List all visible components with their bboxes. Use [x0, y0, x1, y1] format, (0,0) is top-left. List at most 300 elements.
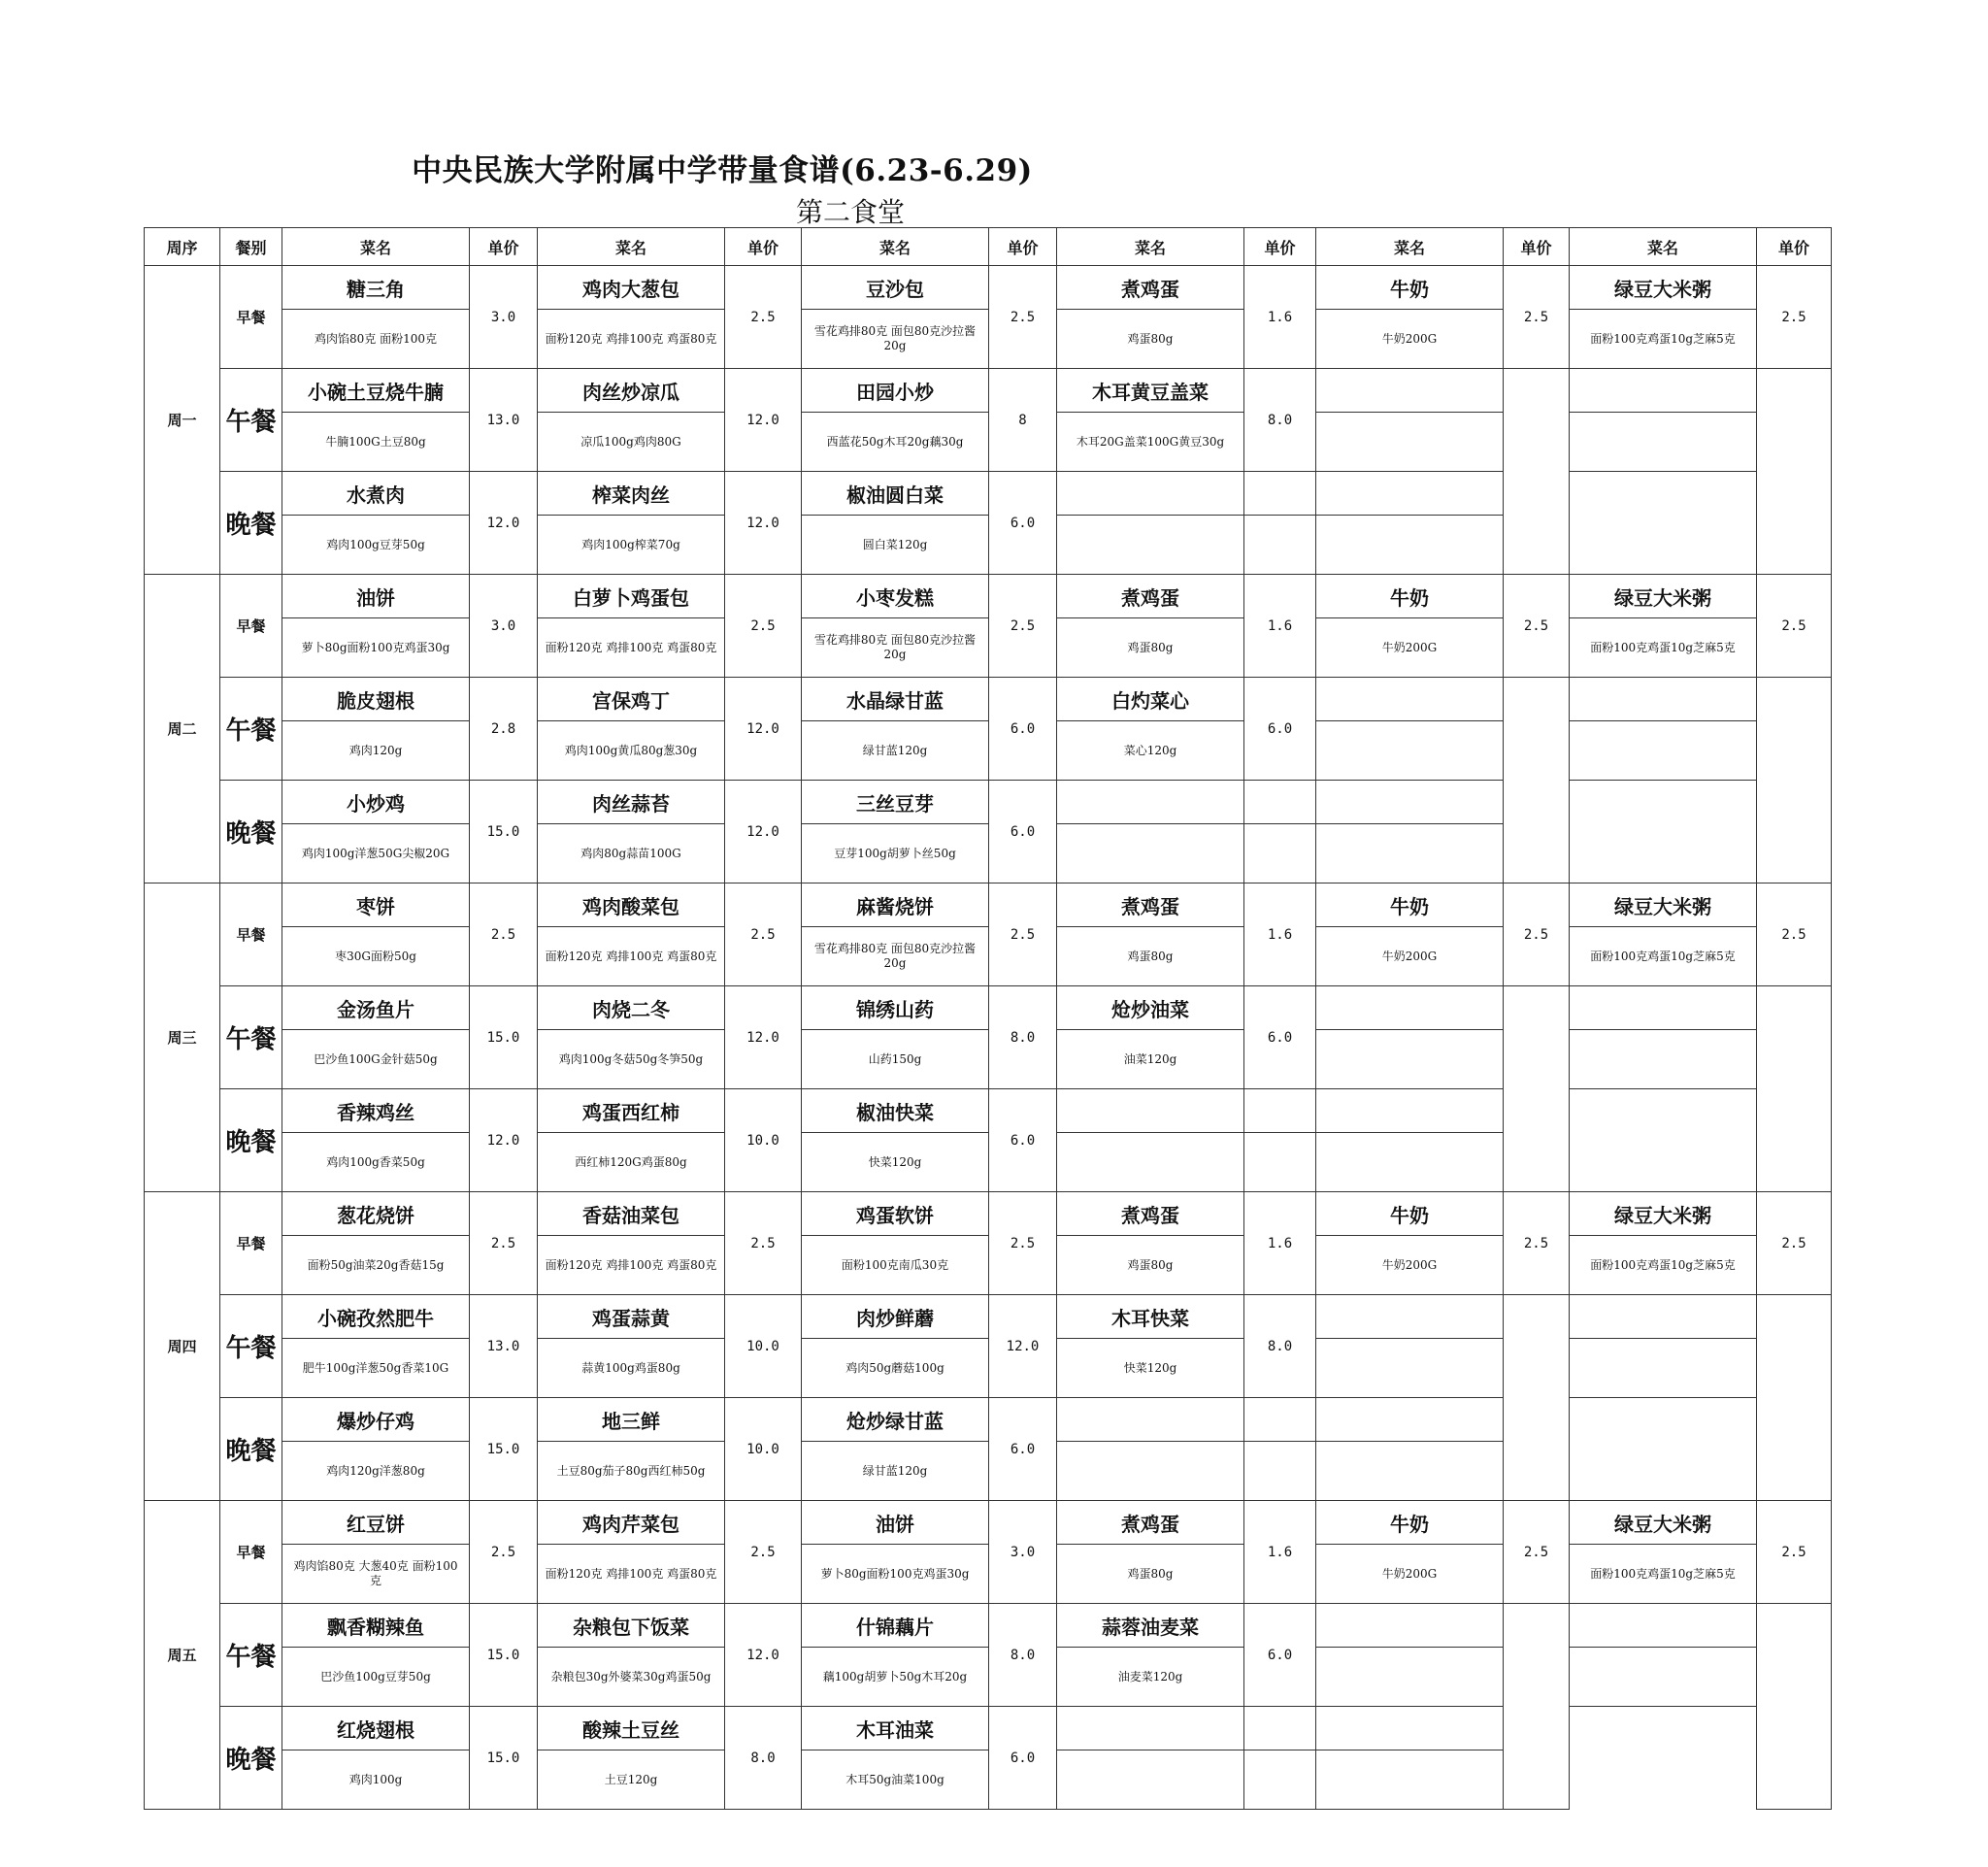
dish-ingredients: 豆芽100g胡萝卜丝50g [802, 824, 989, 883]
dish-price: 2.5 [989, 1192, 1057, 1295]
dish-ingredients [1570, 1030, 1757, 1089]
table-row [145, 1604, 1832, 1648]
dish-name: 地三鲜 [538, 1398, 725, 1442]
dish-ingredients: 巴沙鱼100g豆芽50g [282, 1648, 470, 1707]
dish-ingredients: 鸡蛋80g [1057, 618, 1244, 678]
dish-name: 木耳黄豆盖菜 [1057, 369, 1244, 413]
dish-price: 2.5 [1757, 266, 1832, 369]
dish-ingredients: 油麦菜120g [1057, 1648, 1244, 1707]
dish-ingredients [1316, 1030, 1504, 1089]
dish-name: 煮鸡蛋 [1057, 266, 1244, 310]
meal-label: 早餐 [220, 883, 282, 986]
dish-name [1316, 369, 1504, 413]
dish-price: 2.5 [725, 1192, 802, 1295]
dish-ingredients: 鸡蛋80g [1057, 1236, 1244, 1295]
dish-price: 10.0 [725, 1089, 802, 1192]
meal-label: 晚餐 [220, 472, 282, 575]
day-label: 周四 [145, 1192, 220, 1501]
dish-price: 2.5 [1757, 883, 1832, 986]
table-row [145, 721, 1832, 781]
dish-name: 三丝豆芽 [802, 781, 989, 824]
dish-name: 木耳快菜 [1057, 1295, 1244, 1339]
dish-price: 1.6 [1244, 266, 1316, 369]
dish-ingredients: 面粉100克鸡蛋10g芝麻5克 [1570, 310, 1757, 369]
dish-name [1244, 781, 1316, 824]
dish-price: 12.0 [725, 1604, 802, 1707]
day-label: 周一 [145, 266, 220, 575]
dish-ingredients: 萝卜80g面粉100克鸡蛋30g [282, 618, 470, 678]
meal-label: 早餐 [220, 575, 282, 678]
dish-name: 肉烧二冬 [538, 986, 725, 1030]
dish-ingredients [1057, 1750, 1244, 1810]
dish-name: 牛奶 [1316, 266, 1504, 310]
dish-ingredients: 面粉120克 鸡排100克 鸡蛋80克 [538, 1236, 725, 1295]
dish-ingredients: 西红柿120G鸡蛋80g [538, 1133, 725, 1192]
dish-ingredients: 雪花鸡排80克 面包80克沙拉酱20g [802, 310, 989, 369]
dish-price: 12.0 [470, 1089, 538, 1192]
table-row [145, 369, 1832, 413]
dish-ingredients: 牛奶200G [1316, 927, 1504, 986]
dish-name: 肉丝蒜苔 [538, 781, 725, 824]
dish-name: 香辣鸡丝 [282, 1089, 470, 1133]
dish-ingredients [1570, 721, 1757, 781]
column-header: 菜名 [1057, 228, 1244, 266]
dish-price: 13.0 [470, 1295, 538, 1398]
table-row [145, 1192, 1832, 1236]
dish-ingredients [1316, 721, 1504, 781]
dish-name: 油饼 [282, 575, 470, 618]
dish-ingredients: 枣30G面粉50g [282, 927, 470, 986]
dish-price: 12.0 [725, 678, 802, 781]
dish-name [1316, 1604, 1504, 1648]
dish-price: 2.5 [989, 575, 1057, 678]
dish-price: 8.0 [1244, 369, 1316, 472]
dish-name: 牛奶 [1316, 1501, 1504, 1545]
dish-ingredients [1316, 1133, 1504, 1192]
dish-name: 蒜蓉油麦菜 [1057, 1604, 1244, 1648]
dish-price: 10.0 [725, 1295, 802, 1398]
day-label: 周二 [145, 575, 220, 883]
dish-ingredients: 牛腩100G土豆80g [282, 413, 470, 472]
table-row [145, 927, 1832, 986]
dish-name: 水煮肉 [282, 472, 470, 516]
dish-price: 1.6 [1244, 1501, 1316, 1604]
dish-price: 2.5 [1504, 575, 1570, 678]
dish-ingredients: 面粉120克 鸡排100克 鸡蛋80克 [538, 618, 725, 678]
dish-ingredients: 绿甘蓝120g [802, 721, 989, 781]
dish-name [1244, 472, 1316, 516]
table-row [145, 310, 1832, 369]
dish-price: 6.0 [989, 781, 1057, 883]
dish-name: 炝炒绿甘蓝 [802, 1398, 989, 1442]
dish-name: 榨菜肉丝 [538, 472, 725, 516]
table-row [145, 1442, 1832, 1501]
dish-name: 小炒鸡 [282, 781, 470, 824]
dish-name: 木耳油菜 [802, 1707, 989, 1750]
dish-price: 2.8 [470, 678, 538, 781]
dish-ingredients [1057, 824, 1244, 883]
table-row [145, 516, 1832, 575]
dish-price: 12.0 [725, 369, 802, 472]
table-row [145, 1089, 1832, 1133]
dish-ingredients: 面粉120克 鸡排100克 鸡蛋80克 [538, 927, 725, 986]
dish-name [1316, 678, 1504, 721]
dish-ingredients: 鸡肉120g洋葱80g [282, 1442, 470, 1501]
dish-name [1057, 472, 1244, 516]
dish-price [1504, 1604, 1570, 1810]
dish-ingredients [1244, 824, 1316, 883]
dish-name: 鸡肉酸菜包 [538, 883, 725, 927]
dish-price: 2.5 [1504, 883, 1570, 986]
meal-label: 晚餐 [220, 781, 282, 883]
dish-name: 锦绣山药 [802, 986, 989, 1030]
dish-price: 12.0 [725, 472, 802, 575]
dish-price [1757, 1295, 1832, 1501]
table-row [145, 413, 1832, 472]
table-row [145, 618, 1832, 678]
page-title: 中央民族大学附属中学带量食谱(6.23-6.29) [412, 153, 1033, 188]
dish-name [1316, 1707, 1504, 1750]
dish-ingredients: 山药150g [802, 1030, 989, 1089]
dish-price: 15.0 [470, 1604, 538, 1707]
dish-price: 2.5 [1504, 1501, 1570, 1604]
dish-name: 小碗孜然肥牛 [282, 1295, 470, 1339]
dish-ingredients [1570, 413, 1757, 472]
dish-name [1244, 1707, 1316, 1750]
dish-ingredients: 圆白菜120g [802, 516, 989, 575]
dish-ingredients: 鸡肉100g冬菇50g冬笋50g [538, 1030, 725, 1089]
dish-name: 爆炒仔鸡 [282, 1398, 470, 1442]
column-header: 菜名 [1316, 228, 1504, 266]
dish-ingredients [1244, 1750, 1316, 1810]
table-row [145, 1295, 1832, 1339]
meal-label: 晚餐 [220, 1089, 282, 1192]
dish-ingredients: 快菜120g [802, 1133, 989, 1192]
dish-ingredients: 鸡肉100g榨菜70g [538, 516, 725, 575]
table-row [145, 1236, 1832, 1295]
dish-price [1757, 986, 1832, 1192]
dish-price [1504, 1295, 1570, 1501]
dish-ingredients: 绿甘蓝120g [802, 1442, 989, 1501]
dish-name: 白萝卜鸡蛋包 [538, 575, 725, 618]
dish-price: 12.0 [725, 986, 802, 1089]
dish-name: 绿豆大米粥 [1570, 1192, 1757, 1236]
dish-name: 葱花烧饼 [282, 1192, 470, 1236]
dish-ingredients: 面粉120克 鸡排100克 鸡蛋80克 [538, 1545, 725, 1604]
dish-ingredients: 牛奶200G [1316, 1236, 1504, 1295]
dish-ingredients: 菜心120g [1057, 721, 1244, 781]
dish-name [1570, 1604, 1757, 1648]
table-row [145, 1030, 1832, 1089]
dish-price: 6.0 [1244, 986, 1316, 1089]
dish-ingredients: 面粉100克南瓜30克 [802, 1236, 989, 1295]
meal-label: 早餐 [220, 1192, 282, 1295]
column-header: 菜名 [1570, 228, 1757, 266]
dish-name: 煮鸡蛋 [1057, 1501, 1244, 1545]
menu-table [144, 227, 1832, 1810]
dish-name [1316, 472, 1504, 516]
dish-price [1504, 678, 1570, 883]
column-header: 单价 [1244, 228, 1316, 266]
dish-ingredients: 牛奶200G [1316, 1545, 1504, 1604]
dish-ingredients: 鸡肉120g [282, 721, 470, 781]
column-header: 单价 [1504, 228, 1570, 266]
dish-name: 金汤鱼片 [282, 986, 470, 1030]
dish-ingredients: 油菜120g [1057, 1030, 1244, 1089]
dish-name [1057, 1089, 1244, 1133]
dish-name [1057, 781, 1244, 824]
table-row [145, 575, 1832, 618]
dish-ingredients: 土豆80g茄子80g西红柿50g [538, 1442, 725, 1501]
dish-name: 绿豆大米粥 [1570, 1501, 1757, 1545]
dish-ingredients [1057, 516, 1244, 575]
dish-ingredients: 面粉50g油菜20g香菇15g [282, 1236, 470, 1295]
header-row [145, 228, 1832, 266]
dish-name: 飘香糊辣鱼 [282, 1604, 470, 1648]
meal-label: 晚餐 [220, 1398, 282, 1501]
dish-ingredients: 巴沙鱼100G金针菇50g [282, 1030, 470, 1089]
dish-ingredients: 牛奶200G [1316, 310, 1504, 369]
dish-name [1316, 1295, 1504, 1339]
day-label: 周三 [145, 883, 220, 1192]
dish-price: 3.0 [989, 1501, 1057, 1604]
dish-price: 2.5 [1757, 1501, 1832, 1604]
dish-name [1570, 1295, 1757, 1339]
column-header: 周序 [145, 228, 220, 266]
dish-ingredients: 鸡肉馅80克 面粉100克 [282, 310, 470, 369]
dish-ingredients: 鸡蛋80g [1057, 1545, 1244, 1604]
dish-name: 脆皮翅根 [282, 678, 470, 721]
dish-price: 2.5 [725, 266, 802, 369]
table-row [145, 1133, 1832, 1192]
meal-label: 早餐 [220, 1501, 282, 1604]
dish-name: 小碗土豆烧牛腩 [282, 369, 470, 413]
dish-price: 13.0 [470, 369, 538, 472]
table-row [145, 678, 1832, 721]
dish-ingredients: 木耳20G盖菜100G黄豆30g [1057, 413, 1244, 472]
dish-price: 15.0 [470, 1707, 538, 1810]
dish-ingredients [1316, 824, 1504, 883]
dish-ingredients: 蒜黄100g鸡蛋80g [538, 1339, 725, 1398]
dish-ingredients: 杂粮包30g外婆菜30g鸡蛋50g [538, 1648, 725, 1707]
page-subtitle: 第二食堂 [796, 196, 906, 228]
table-row [145, 883, 1832, 927]
table-row [145, 824, 1832, 883]
dish-price: 6.0 [989, 472, 1057, 575]
dish-price: 2.5 [470, 1501, 538, 1604]
dish-name: 鸡蛋西红柿 [538, 1089, 725, 1133]
dish-price: 3.0 [470, 266, 538, 369]
dish-ingredients [1244, 1133, 1316, 1192]
dish-ingredients: 鸡肉100g豆芽50g [282, 516, 470, 575]
column-header: 餐别 [220, 228, 282, 266]
dish-name: 牛奶 [1316, 1192, 1504, 1236]
dish-price: 10.0 [725, 1398, 802, 1501]
dish-ingredients: 鸡蛋80g [1057, 927, 1244, 986]
dish-name: 什锦藕片 [802, 1604, 989, 1648]
dish-ingredients [1316, 516, 1504, 575]
dish-price: 6.0 [989, 1089, 1057, 1192]
dish-ingredients: 牛奶200G [1316, 618, 1504, 678]
dish-price: 12.0 [725, 781, 802, 883]
dish-name [1244, 1089, 1316, 1133]
dish-price: 8.0 [989, 1604, 1057, 1707]
dish-price [1757, 678, 1832, 883]
dish-name: 麻酱烧饼 [802, 883, 989, 927]
dish-price: 8.0 [989, 986, 1057, 1089]
column-header: 单价 [470, 228, 538, 266]
dish-name: 肉炒鲜蘑 [802, 1295, 989, 1339]
dish-name [1057, 1707, 1244, 1750]
dish-name: 田园小炒 [802, 369, 989, 413]
dish-ingredients [1316, 1750, 1504, 1810]
dish-price [1504, 369, 1570, 575]
table-row [145, 1339, 1832, 1398]
dish-price: 8.0 [725, 1707, 802, 1810]
dish-ingredients: 面粉100克鸡蛋10g芝麻5克 [1570, 1545, 1757, 1604]
dish-ingredients: 鸡肉80g蒜苗100G [538, 824, 725, 883]
column-header: 单价 [725, 228, 802, 266]
dish-ingredients: 凉瓜100g鸡肉80G [538, 413, 725, 472]
meal-label: 晚餐 [220, 1707, 282, 1810]
meal-label: 午餐 [220, 369, 282, 472]
dish-ingredients [1316, 1648, 1504, 1707]
dish-name: 炝炒油菜 [1057, 986, 1244, 1030]
dish-price: 2.5 [1757, 575, 1832, 678]
dish-name: 糖三角 [282, 266, 470, 310]
dish-name [1570, 369, 1757, 413]
dish-name: 椒油快菜 [802, 1089, 989, 1133]
dish-ingredients [1057, 1442, 1244, 1501]
table-row [145, 1545, 1832, 1604]
dish-price: 6.0 [989, 1707, 1057, 1810]
dish-ingredients [1570, 1339, 1757, 1398]
dish-name: 绿豆大米粥 [1570, 883, 1757, 927]
dish-name [1570, 986, 1757, 1030]
table-row [145, 1398, 1832, 1442]
dish-price: 1.6 [1244, 883, 1316, 986]
dish-name: 油饼 [802, 1501, 989, 1545]
dish-ingredients [1316, 1339, 1504, 1398]
dish-ingredients: 西蓝花50g木耳20g藕30g [802, 413, 989, 472]
dish-name: 鸡肉芹菜包 [538, 1501, 725, 1545]
dish-price: 6.0 [1244, 1604, 1316, 1707]
dish-price: 6.0 [989, 1398, 1057, 1501]
dish-ingredients: 木耳50g油菜100g [802, 1750, 989, 1810]
dish-name: 香菇油菜包 [538, 1192, 725, 1236]
dish-name: 鸡肉大葱包 [538, 266, 725, 310]
dish-name: 枣饼 [282, 883, 470, 927]
dish-ingredients: 藕100g胡萝卜50g木耳20g [802, 1648, 989, 1707]
dish-ingredients [1244, 1442, 1316, 1501]
dish-name: 牛奶 [1316, 575, 1504, 618]
dish-price: 2.5 [725, 1501, 802, 1604]
dish-name: 宫保鸡丁 [538, 678, 725, 721]
meal-label: 早餐 [220, 266, 282, 369]
dish-ingredients [1057, 1133, 1244, 1192]
table-row [145, 1750, 1832, 1810]
dish-ingredients: 鸡肉馅80克 大葱40克 面粉100克 [282, 1545, 470, 1604]
table-row [145, 986, 1832, 1030]
dish-ingredients: 雪花鸡排80克 面包80克沙拉酱20g [802, 927, 989, 986]
dish-price [1757, 1604, 1832, 1810]
dish-price: 2.5 [1757, 1192, 1832, 1295]
dish-name: 红烧翅根 [282, 1707, 470, 1750]
dish-ingredients [1244, 516, 1316, 575]
dish-price: 2.5 [725, 883, 802, 986]
dish-ingredients: 雪花鸡排80克 面包80克沙拉酱20g [802, 618, 989, 678]
dish-name: 绿豆大米粥 [1570, 266, 1757, 310]
dish-name: 白灼菜心 [1057, 678, 1244, 721]
dish-price: 2.5 [1504, 1192, 1570, 1295]
dish-name [1057, 1398, 1244, 1442]
column-header: 菜名 [802, 228, 989, 266]
table-row [145, 781, 1832, 824]
dish-ingredients: 鸡肉100g黄瓜80g葱30g [538, 721, 725, 781]
table-row [145, 1648, 1832, 1707]
dish-name [1244, 1398, 1316, 1442]
dish-ingredients: 萝卜80g面粉100克鸡蛋30g [802, 1545, 989, 1604]
dish-name: 鸡蛋蒜黄 [538, 1295, 725, 1339]
dish-ingredients: 鸡肉100g香菜50g [282, 1133, 470, 1192]
dish-price: 15.0 [470, 1398, 538, 1501]
dish-price: 2.5 [989, 883, 1057, 986]
dish-ingredients [1570, 1648, 1757, 1707]
dish-ingredients [1316, 1442, 1504, 1501]
dish-price: 2.5 [470, 883, 538, 986]
dish-ingredients: 面粉100克鸡蛋10g芝麻5克 [1570, 927, 1757, 986]
dish-name [1316, 1398, 1504, 1442]
column-header: 单价 [1757, 228, 1832, 266]
day-label: 周五 [145, 1501, 220, 1810]
dish-price: 15.0 [470, 781, 538, 883]
dish-price: 12.0 [470, 472, 538, 575]
dish-price: 2.5 [989, 266, 1057, 369]
dish-name [1316, 781, 1504, 824]
dish-price: 3.0 [470, 575, 538, 678]
dish-price: 2.5 [1504, 266, 1570, 369]
dish-price: 6.0 [989, 678, 1057, 781]
dish-price: 1.6 [1244, 1192, 1316, 1295]
meal-label: 午餐 [220, 678, 282, 781]
dish-price [1504, 986, 1570, 1192]
dish-price: 2.5 [725, 575, 802, 678]
table-row [145, 472, 1832, 516]
dish-ingredients: 鸡蛋80g [1057, 310, 1244, 369]
dish-name: 煮鸡蛋 [1057, 575, 1244, 618]
column-header: 菜名 [282, 228, 470, 266]
dish-price: 2.5 [470, 1192, 538, 1295]
meal-label: 午餐 [220, 986, 282, 1089]
dish-name: 椒油圆白菜 [802, 472, 989, 516]
dish-name: 煮鸡蛋 [1057, 883, 1244, 927]
dish-name: 豆沙包 [802, 266, 989, 310]
dish-price: 8.0 [1244, 1295, 1316, 1398]
table-row [145, 1707, 1832, 1750]
dish-price [1757, 369, 1832, 575]
dish-price: 12.0 [989, 1295, 1057, 1398]
dish-price: 6.0 [1244, 678, 1316, 781]
dish-name: 小枣发糕 [802, 575, 989, 618]
dish-name [1316, 986, 1504, 1030]
dish-ingredients: 鸡肉50g蘑菇100g [802, 1339, 989, 1398]
dish-name: 鸡蛋软饼 [802, 1192, 989, 1236]
dish-name: 水晶绿甘蓝 [802, 678, 989, 721]
dish-name [1570, 678, 1757, 721]
dish-ingredients [1316, 413, 1504, 472]
meal-label: 午餐 [220, 1295, 282, 1398]
dish-ingredients: 面粉100克鸡蛋10g芝麻5克 [1570, 1236, 1757, 1295]
